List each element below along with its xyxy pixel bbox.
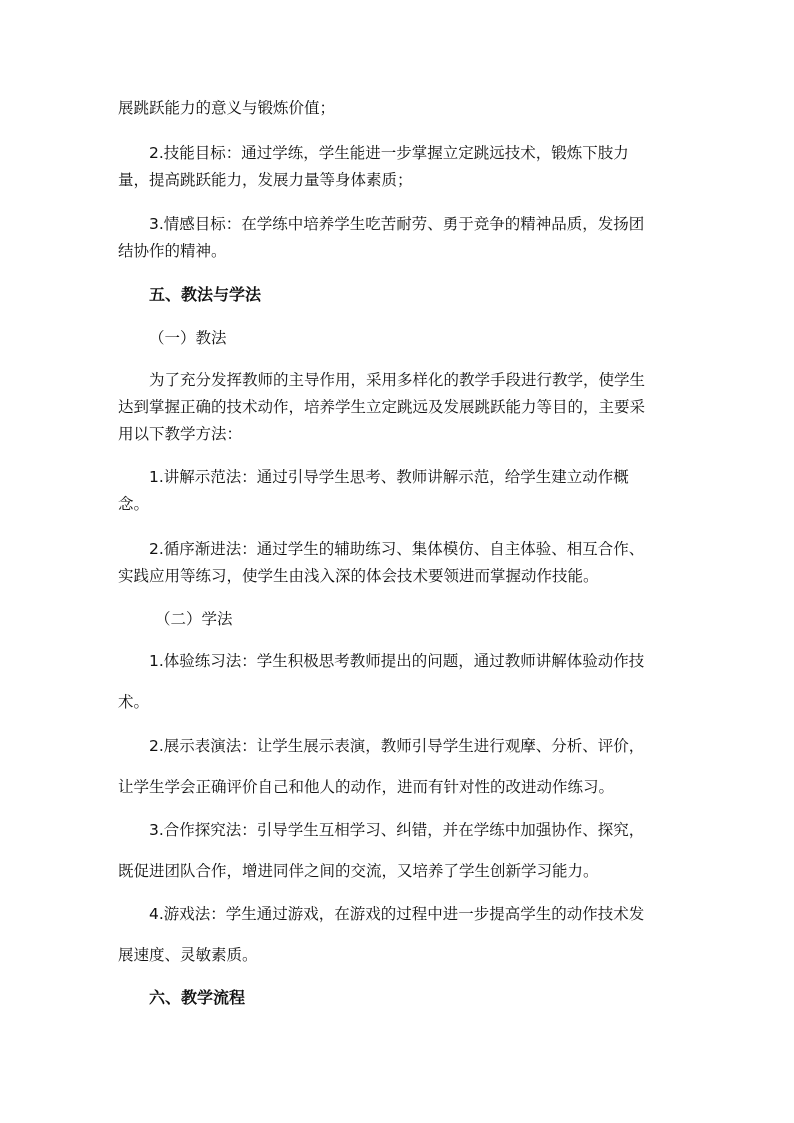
section-heading-5: 五、教法与学法	[149, 285, 262, 304]
learning-item-2: 2.展示表演法：让学生展示表演，教师引导学生进行观摩、分析、评价，	[149, 737, 645, 755]
paragraph-line: 量，提高跳跃能力，发展力量等身体素质；	[118, 171, 413, 189]
skill-goal-line: 2.技能目标：通过学练，学生能进一步掌握立定跳远技术，锻炼下肢力	[149, 144, 629, 162]
paragraph-line: 达到掌握正确的技术动作，培养学生立定跳远及发展跳跃能力等目的，主要采	[118, 398, 646, 416]
paragraph-line: 为了充分发挥教师的主导作用，采用多样化的教学手段进行教学，使学生	[149, 371, 646, 389]
section-heading-6: 六、教学流程	[149, 988, 246, 1007]
paragraph-line: 结协作的精神。	[118, 242, 227, 260]
learning-item-1: 1.体验练习法：学生积极思考教师提出的问题，通过教师讲解体验动作技	[149, 652, 645, 670]
paragraph-line: 让学生学会正确评价自己和他人的动作，进而有针对性的改进动作练习。	[118, 778, 615, 796]
paragraph-line: 既促进团队合作，增进同伴之间的交流，又培养了学生创新学习能力。	[118, 862, 599, 880]
subsection-heading-learning: （二）学法	[155, 610, 233, 628]
learning-item-3: 3.合作探究法：引导学生互相学习、纠错，并在学练中加强协作、探究，	[149, 821, 645, 839]
paragraph-line: 展速度、灵敏素质。	[118, 946, 258, 964]
method-item-1: 1.讲解示范法：通过引导学生思考、教师讲解示范，给学生建立动作概	[149, 468, 629, 486]
paragraph-line: 用以下教学方法：	[118, 425, 243, 443]
paragraph-line: 展跳跃能力的意义与锻炼价值；	[118, 99, 336, 117]
emotion-goal-line: 3.情感目标：在学练中培养学生吃苦耐劳、勇于竞争的精神品质，发扬团	[149, 215, 645, 233]
subsection-heading-teaching: （一）教法	[149, 329, 227, 347]
learning-item-4: 4.游戏法：学生通过游戏，在游戏的过程中进一步提高学生的动作技术发	[149, 905, 645, 923]
paragraph-line: 术。	[118, 693, 150, 711]
paragraph-line: 念。	[118, 495, 150, 513]
paragraph-line: 实践应用等练习，使学生由浅入深的体会技术要领进而掌握动作技能。	[118, 567, 599, 585]
method-item-2: 2.循序渐进法：通过学生的辅助练习、集体模仿、自主体验、相互合作、	[149, 540, 645, 558]
